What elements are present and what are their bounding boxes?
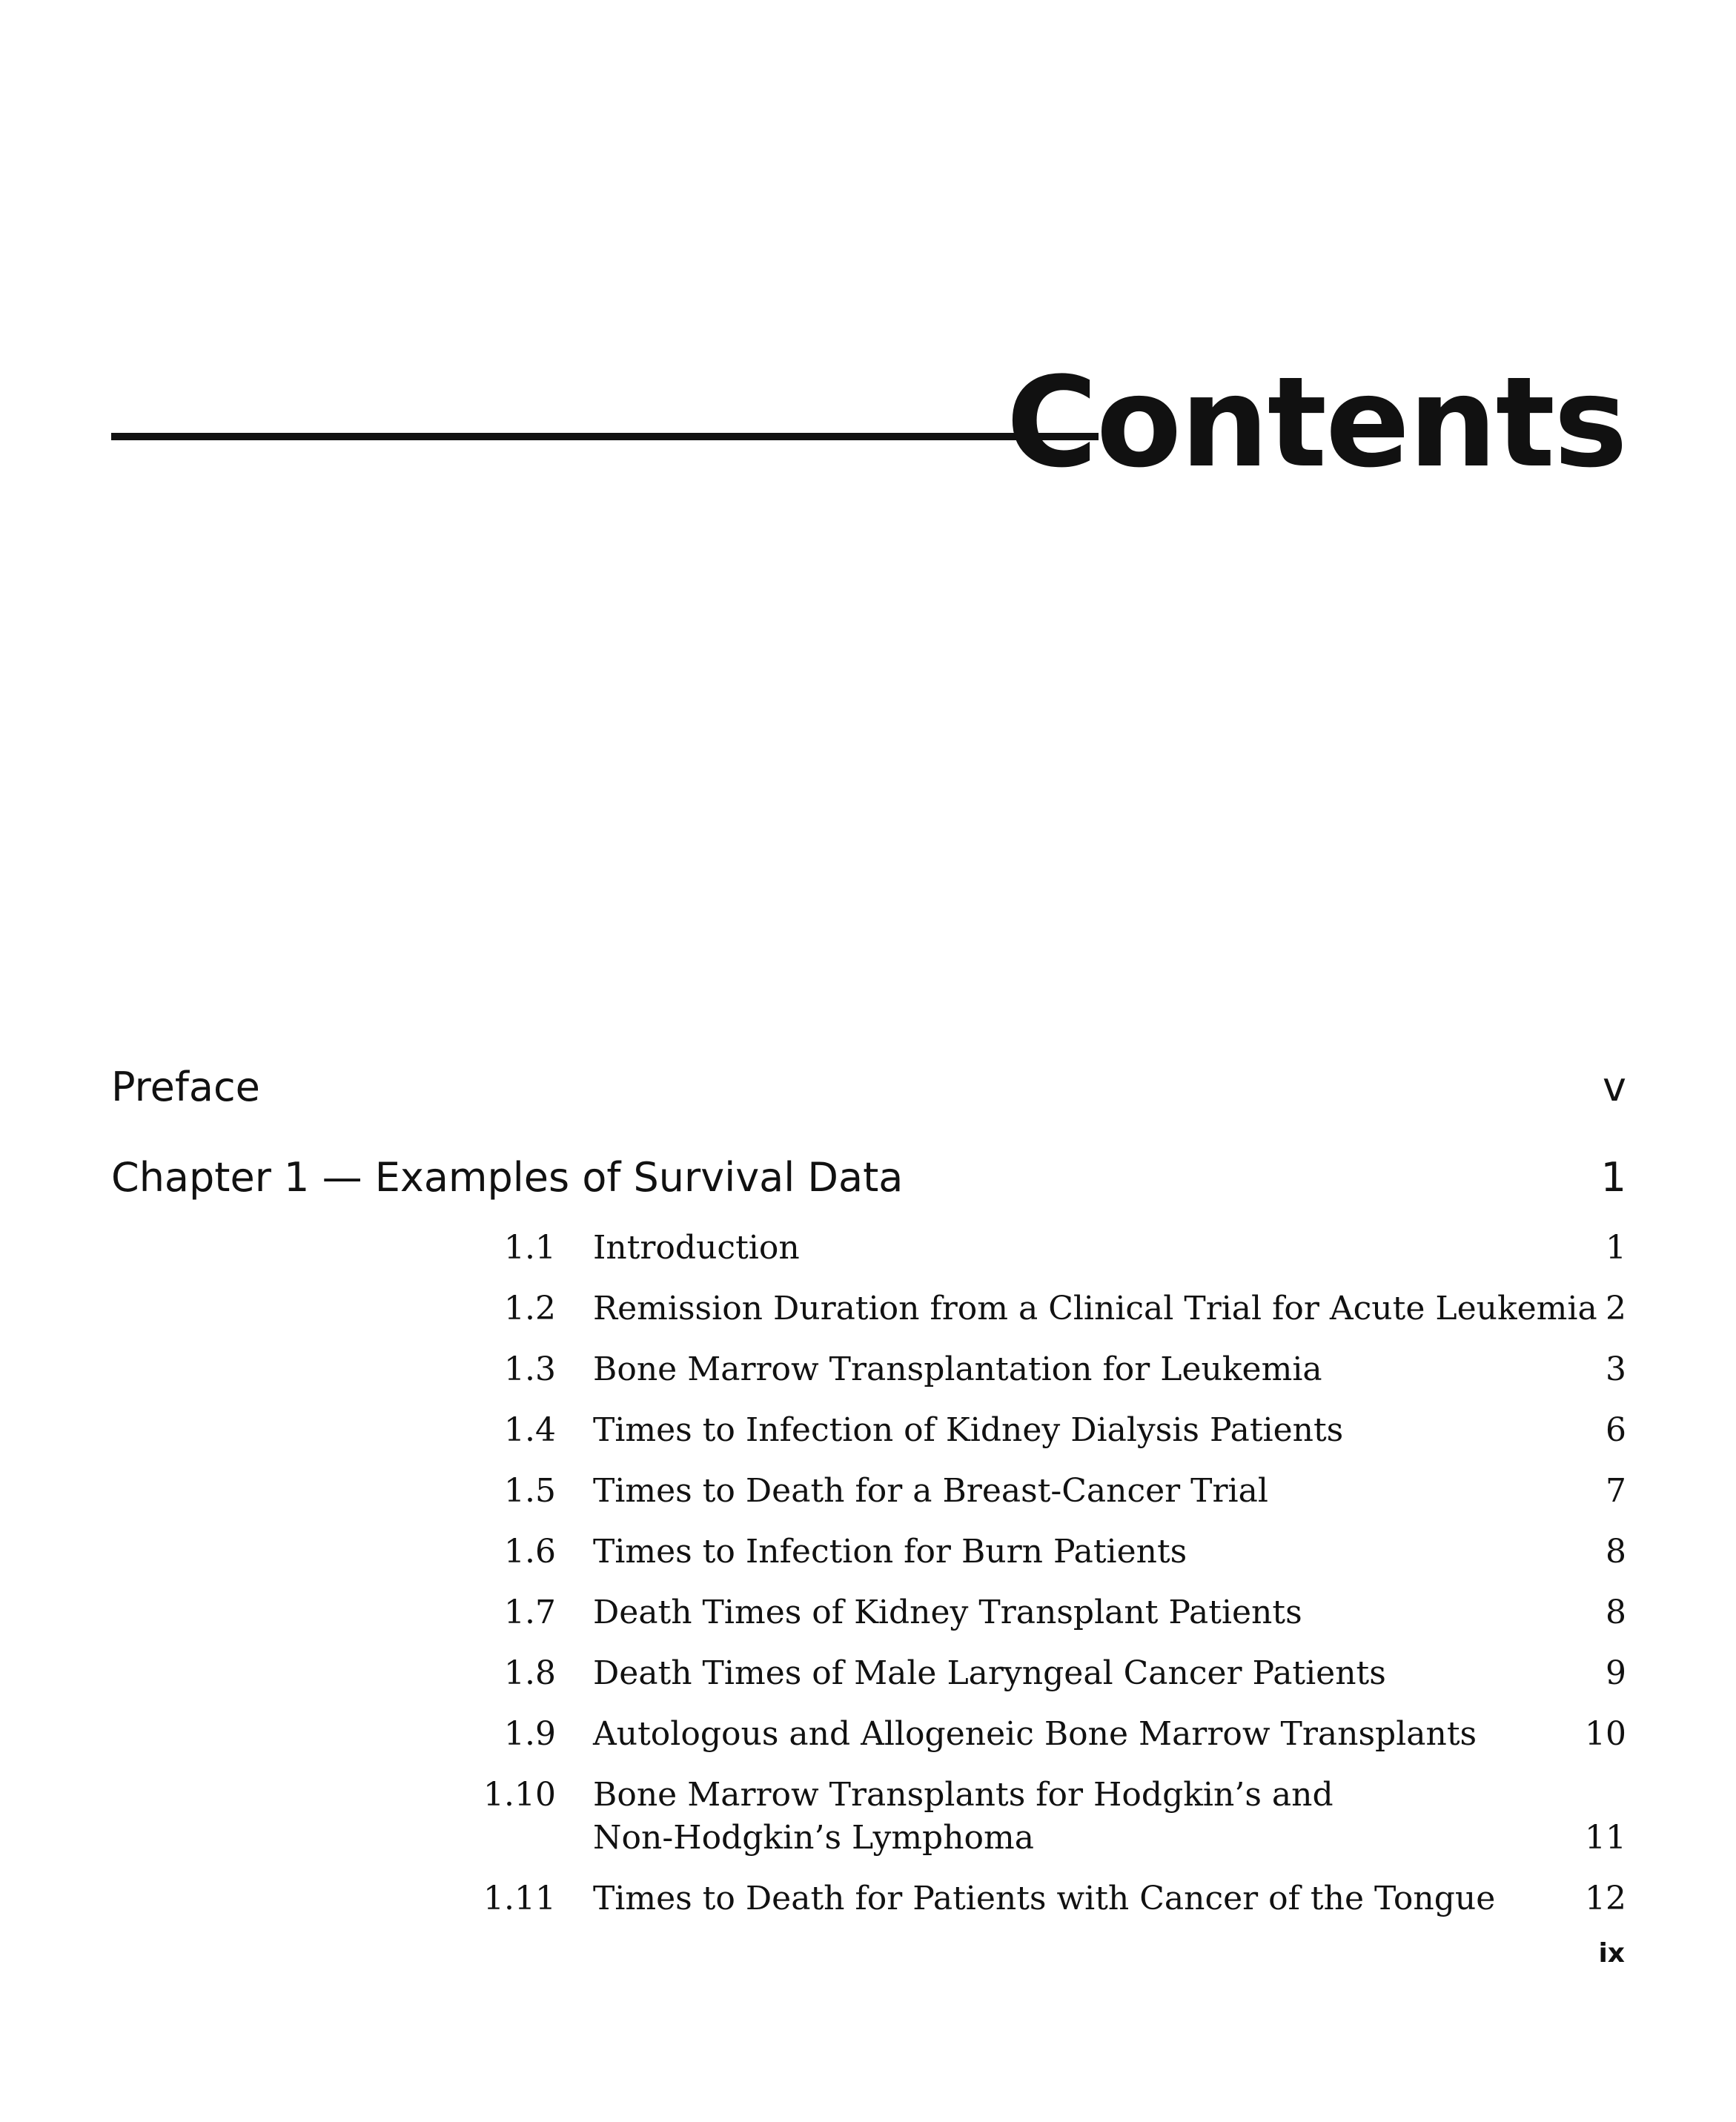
toc-section-list xyxy=(0,1227,1736,1938)
toc-section-number: 1.5 xyxy=(504,1472,556,1510)
toc-section-entry[interactable] xyxy=(0,1409,1736,1452)
toc-entry-page: v xyxy=(1603,1064,1626,1110)
toc-section-number: 1.7 xyxy=(504,1594,556,1631)
toc-section-title-line: Times to Infection of Kidney Dialysis Patients xyxy=(593,1411,1344,1449)
toc-section-number: 1.6 xyxy=(504,1533,556,1571)
toc-section-title xyxy=(593,1227,1557,1270)
toc-section-number: 1.8 xyxy=(504,1654,556,1692)
toc-section-number: 1.9 xyxy=(504,1715,556,1753)
toc-section-title xyxy=(593,1287,1597,1330)
toc-section-title-line: Times to Infection for Burn Patients xyxy=(593,1533,1187,1571)
toc-section-entry[interactable] xyxy=(0,1774,1736,1860)
toc-section-title xyxy=(593,1348,1557,1391)
toc-section-number: 1.10 xyxy=(483,1776,556,1814)
toc-entry-page: 1 xyxy=(1600,1154,1626,1201)
toc-section-number: 1.4 xyxy=(504,1411,556,1449)
toc-section-title-line: Bone Marrow Transplants for Hodgkin’s and xyxy=(593,1776,1334,1814)
toc-section-entry[interactable] xyxy=(0,1591,1736,1634)
toc-section-title-line: Bone Marrow Transplantation for Leukemia xyxy=(593,1350,1322,1388)
toc-section-number: 1.11 xyxy=(483,1880,556,1917)
toc-section-title xyxy=(593,1713,1557,1756)
toc-section-page: 2 xyxy=(1606,1290,1626,1327)
toc-entry-label: Preface xyxy=(111,1064,260,1110)
toc-section-title xyxy=(593,1774,1557,1860)
toc-section-page: 3 xyxy=(1606,1350,1626,1388)
toc-section-entry[interactable] xyxy=(0,1877,1736,1920)
toc-section-entry[interactable] xyxy=(0,1531,1736,1574)
toc-section-page: 10 xyxy=(1585,1715,1626,1753)
toc-section-title-line: Remission Duration from a Clinical Trial for Acute Leukemia xyxy=(593,1290,1597,1327)
toc-section-page: 8 xyxy=(1606,1533,1626,1571)
toc-section-page: 9 xyxy=(1606,1654,1626,1692)
toc-section-title xyxy=(593,1409,1557,1452)
toc-section-title-line: Autologous and Allogeneic Bone Marrow Transplants xyxy=(593,1715,1477,1753)
toc-section-entry[interactable] xyxy=(0,1227,1736,1270)
toc-section-title-line: Times to Death for Patients with Cancer of the Tongue xyxy=(593,1880,1496,1917)
toc-section-title-line: Death Times of Male Laryngeal Cancer Patients xyxy=(593,1654,1386,1692)
toc-section-title xyxy=(593,1652,1557,1695)
toc-section-title xyxy=(593,1531,1557,1574)
toc-section-entry[interactable] xyxy=(0,1713,1736,1756)
toc-section-number: 1.3 xyxy=(504,1350,556,1388)
toc-section-page: 11 xyxy=(1585,1819,1626,1857)
toc-section-title xyxy=(593,1470,1557,1513)
toc-section-title-line: Non-Hodgkin’s Lymphoma xyxy=(593,1819,1034,1857)
toc-section-entry[interactable] xyxy=(0,1287,1736,1330)
toc-section-entry[interactable] xyxy=(0,1470,1736,1513)
toc-section-number: 1.1 xyxy=(504,1229,556,1267)
toc-section-page: 7 xyxy=(1606,1472,1626,1510)
page-number: ix xyxy=(1598,1938,1625,1969)
toc-section-number: 1.2 xyxy=(504,1290,556,1327)
toc-section-title-line: Death Times of Kidney Transplant Patients xyxy=(593,1594,1302,1631)
toc-section-page: 6 xyxy=(1606,1411,1626,1449)
toc-section-page: 12 xyxy=(1585,1880,1626,1917)
header-rule xyxy=(111,433,1099,440)
toc-section-title-line: Introduction xyxy=(593,1229,800,1267)
toc-section-page: 8 xyxy=(1606,1594,1626,1631)
toc-section-title xyxy=(593,1591,1557,1634)
toc-section-title xyxy=(593,1877,1557,1920)
page-title: Contents xyxy=(1006,350,1626,495)
toc-section-page: 1 xyxy=(1606,1229,1626,1267)
toc-section-entry[interactable] xyxy=(0,1652,1736,1695)
toc-entry-label: Chapter 1 — Examples of Survival Data xyxy=(111,1154,904,1201)
toc-section-entry[interactable] xyxy=(0,1348,1736,1391)
toc-section-title-line: Times to Death for a Breast-Cancer Trial xyxy=(593,1472,1268,1510)
